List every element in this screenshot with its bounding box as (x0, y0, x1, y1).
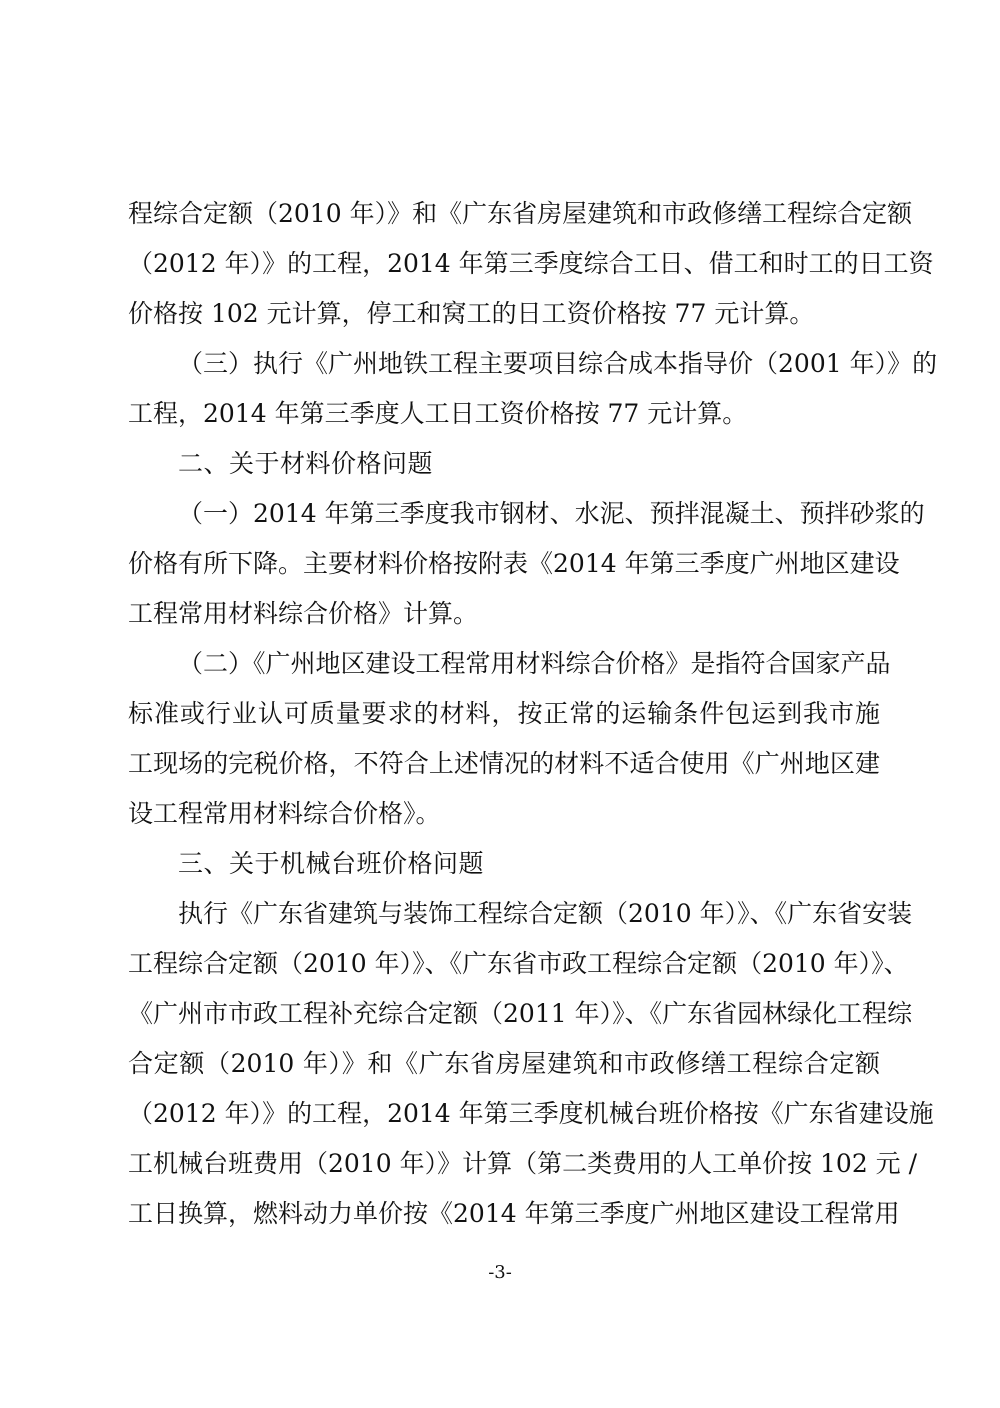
paragraph-line: 工程综合定额（2010 年）》、《广东省市政工程综合定额（2010 年）》、 (128, 949, 909, 978)
paragraph-line: 工程，2014 年第三季度人工日工资价格按 77 元计算。 (128, 399, 748, 428)
paragraph-line: 合定额（2010 年）》和《广东省房屋建筑和市政修缮工程综合定额 (128, 1049, 880, 1078)
section-heading: 二、关于材料价格问题 (178, 449, 434, 478)
paragraph-line: 设工程常用材料综合价格》。 (128, 799, 441, 828)
paragraph-line: （三）执行《广州地铁工程主要项目综合成本指导价（2001 年）》的 (178, 349, 938, 378)
paragraph-line: 价格有所下降。主要材料价格按附表《2014 年第三季度广州地区建设 (128, 549, 900, 578)
paragraph-line: 标准或行业认可质量要求的材料，按正常的运输条件包运到我市施 (128, 699, 880, 728)
paragraph-line: 工程常用材料综合价格》计算。 (128, 599, 479, 628)
section-heading: 三、关于机械台班价格问题 (178, 849, 485, 878)
paragraph-line: 工日换算，燃料动力单价按《2014 年第三季度广州地区建设工程常用 (128, 1199, 900, 1228)
paragraph-line: （2012 年）》的工程，2014 年第三季度综合工日、借工和时工的日工资 (128, 249, 934, 278)
paragraph-line: （一）2014 年第三季度我市钢材、水泥、预拌混凝土、预拌砂浆的 (178, 499, 925, 528)
paragraph-line: （2012 年）》的工程，2014 年第三季度机械台班价格按《广东省建设施 (128, 1099, 934, 1128)
page-number: -3- (488, 1262, 512, 1283)
paragraph-line: 工机械台班费用（2010 年）》计算（第二类费用的人工单价按 102 元 / (128, 1149, 918, 1178)
paragraph-line: （二）《广州地区建设工程常用材料综合价格》是指符合国家产品 (178, 649, 891, 678)
paragraph-line: 价格按 102 元计算，停工和窝工的日工资价格按 77 元计算。 (128, 299, 815, 328)
paragraph-line: 工现场的完税价格，不符合上述情况的材料不适合使用《广州地区建 (128, 749, 880, 778)
paragraph-line: 程综合定额（2010 年）》和《广东省房屋建筑和市政修缮工程综合定额 (128, 199, 913, 228)
paragraph-line: 执行《广东省建筑与装饰工程综合定额（2010 年）》、《广东省安装 (178, 899, 913, 928)
paragraph-line: 《广州市市政工程补充综合定额（2011 年）》、《广东省园林绿化工程综 (128, 999, 913, 1028)
